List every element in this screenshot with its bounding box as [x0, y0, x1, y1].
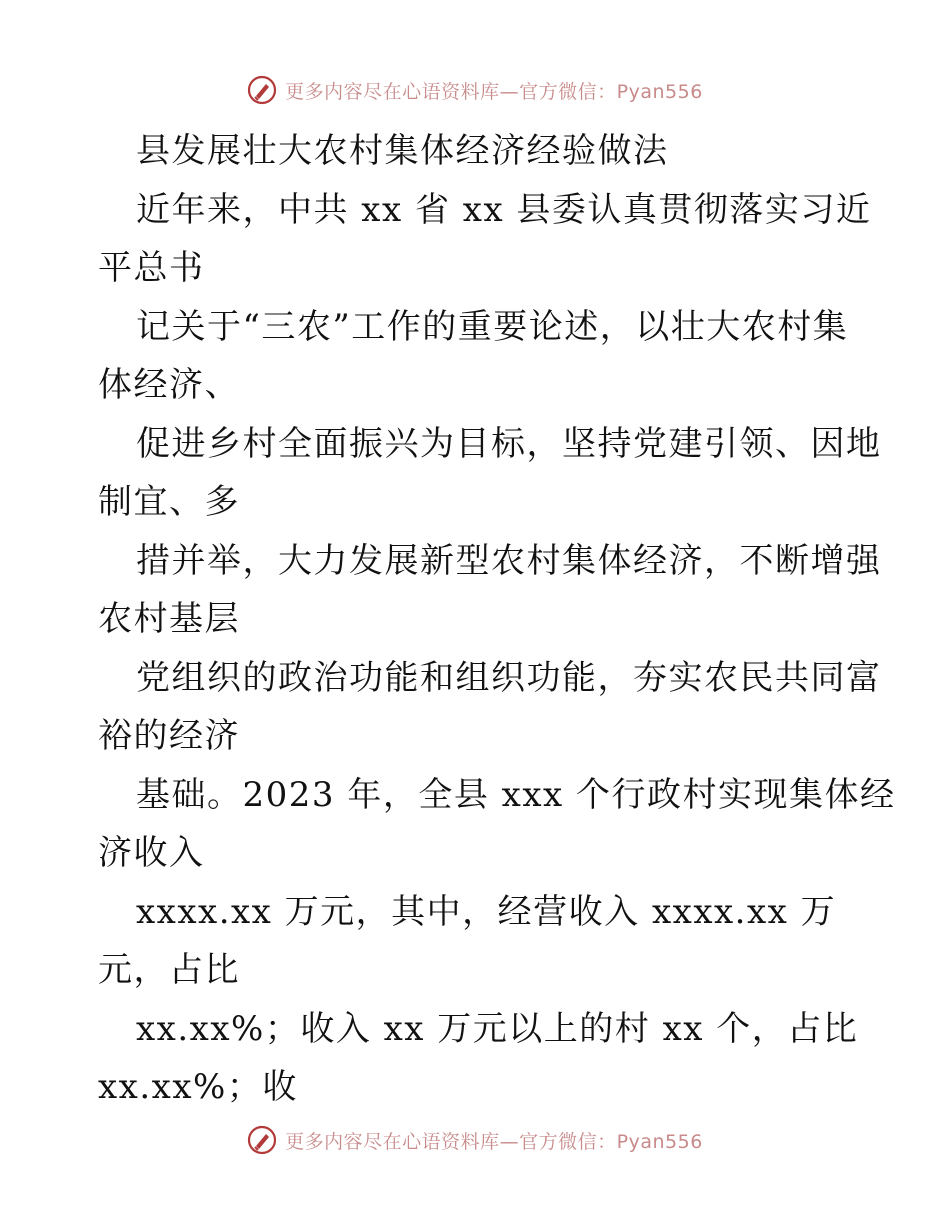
watermark-text: 更多内容尽在心语资料库—官方微信：Pyan556 — [285, 80, 703, 103]
doc-line: 农村基层 — [98, 599, 240, 639]
pen-nib-logo-icon — [247, 1125, 277, 1155]
doc-line: 促进乡村全面振兴为目标，坚持党建引领、因地 — [136, 423, 882, 464]
doc-line: 元，占比 — [98, 950, 240, 990]
doc-line: 党组织的政治功能和组织功能，夯实农民共同富 — [136, 657, 882, 698]
document-body — [98, 122, 896, 1117]
watermark-text: 更多内容尽在心语资料库—官方微信：Pyan556 — [285, 1130, 703, 1153]
doc-line: 制宜、多 — [98, 482, 240, 522]
pen-nib-logo-icon — [247, 75, 277, 105]
doc-line: 措并举，大力发展新型农村集体经济，不断增强 — [136, 540, 882, 581]
doc-title: 县发展壮大农村集体经济经验做法 — [136, 131, 669, 171]
doc-line: 记关于“三农”工作的重要论述，以壮大农村集 — [136, 306, 849, 347]
header-watermark — [0, 70, 950, 110]
doc-line: 平总书 — [98, 248, 205, 288]
doc-line: xx.xx%；收 — [98, 1067, 298, 1107]
doc-line: xx.xx%；收入 xx 万元以上的村 xx 个，占比 — [136, 1008, 859, 1049]
doc-line: 基础。2023 年，全县 xxx 个行政村实现集体经 — [136, 774, 896, 815]
doc-line: 济收入 — [98, 833, 205, 873]
doc-line: xxxx.xx 万元，其中，经营收入 xxxx.xx 万 — [136, 891, 837, 932]
doc-line: 裕的经济 — [98, 716, 240, 756]
doc-line: 近年来，中共 xx 省 xx 县委认真贯彻落实习近 — [136, 189, 872, 230]
footer-watermark — [0, 1120, 950, 1160]
doc-line: 体经济、 — [98, 365, 240, 405]
